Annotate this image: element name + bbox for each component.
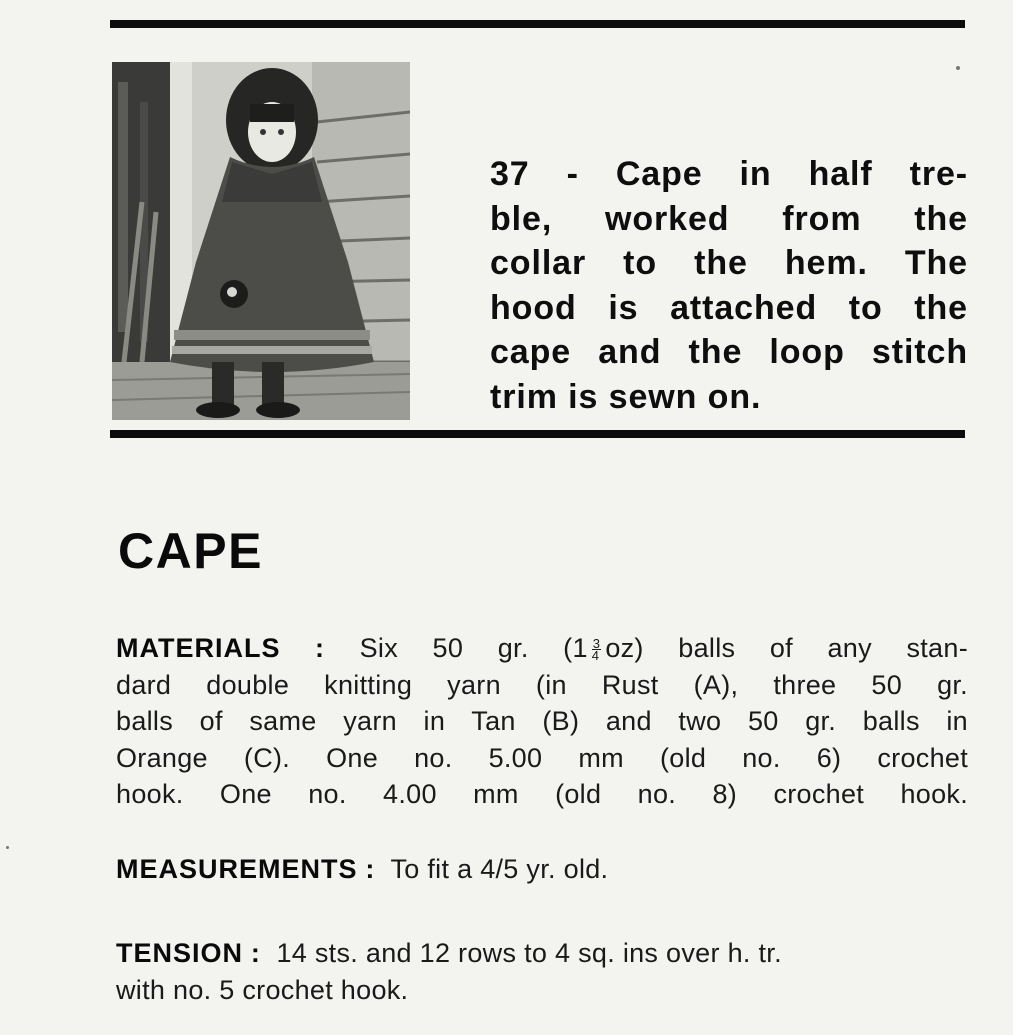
tension-label: TENSION — [116, 938, 244, 968]
caption-line: cape and the loop stitch — [490, 333, 968, 371]
fraction-denominator: 4 — [591, 648, 600, 664]
tension-text: 14 sts. and 12 rows to 4 sq. ins over h. tr. — [276, 938, 782, 968]
caption-line: hood is attached to the — [490, 288, 968, 327]
materials-section — [116, 630, 968, 813]
materials-text-start: Six 50 gr. (1 — [359, 633, 588, 663]
materials-line: dard double knitting yarn (in Rust (A), three 50 gr. — [116, 669, 968, 700]
materials-line: hook. One no. 4.00 mm (old no. 8) crochet hook. — [116, 779, 968, 809]
tension-colon: : — [250, 938, 261, 968]
fraction-numerator: 3 — [592, 636, 601, 652]
tension-line — [116, 935, 968, 972]
print-speck — [6, 846, 9, 849]
materials-line: Orange (C). One no. 5.00 mm (old no. 6) crochet — [116, 742, 968, 773]
materials-line: balls of same yarn in Tan (B) and two 50 gr. balls in — [116, 706, 968, 736]
cape-photo-image — [112, 62, 410, 420]
caption-line: collar to the hem. The — [490, 244, 968, 282]
three-quarter-fraction — [591, 636, 602, 664]
pattern-title: CAPE — [118, 523, 263, 579]
materials-text-end: oz) balls of any stan- — [605, 633, 968, 663]
cape-photo — [112, 62, 410, 420]
materials-label: MATERIALS — [116, 633, 281, 663]
measurements-colon: : — [365, 854, 376, 884]
caption-line: trim is sewn on. — [490, 377, 762, 416]
caption-line: 37 - Cape in half tre- — [490, 155, 968, 193]
tension-section — [116, 935, 968, 1008]
measurements-text: To fit a 4/5 yr. old. — [390, 854, 609, 884]
materials-line — [116, 630, 968, 667]
measurements-line — [116, 851, 968, 888]
photo-caption — [490, 152, 968, 419]
print-speck — [956, 66, 960, 70]
measurements-label: MEASUREMENTS — [116, 854, 358, 884]
materials-colon: : — [315, 633, 326, 663]
tension-line: with no. 5 crochet hook. — [116, 974, 409, 1005]
top-rule — [110, 20, 965, 28]
bottom-rule — [110, 430, 965, 438]
caption-line: ble, worked from the — [490, 199, 968, 238]
measurements-section — [116, 851, 968, 888]
